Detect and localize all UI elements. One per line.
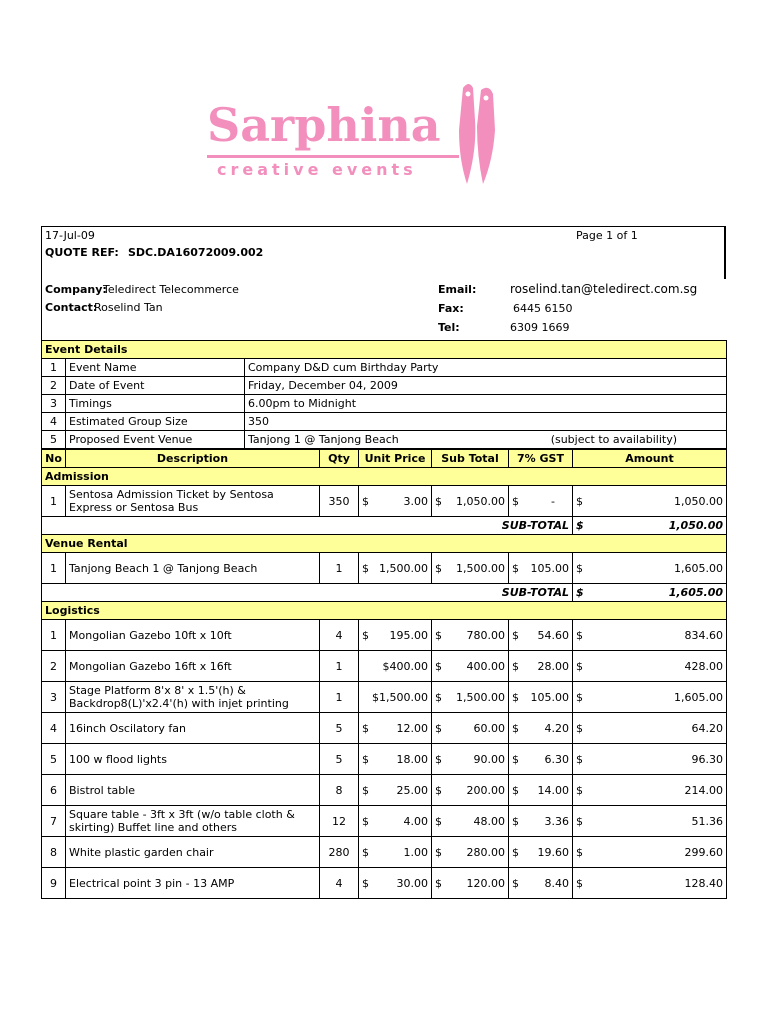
item-qty: 1	[320, 682, 359, 713]
item-amount: $ 214.00	[573, 775, 727, 806]
event-row-no: 4	[42, 413, 66, 431]
company-label: Company:	[45, 283, 107, 296]
item-sub-total: $ 1,500.00	[432, 553, 509, 584]
item-gst: $ 6.30	[509, 744, 573, 775]
item-sub-total: $ 120.00	[432, 868, 509, 899]
item-description: Bistrol table	[66, 775, 320, 806]
item-description: White plastic garden chair	[66, 837, 320, 868]
email-label: Email:	[438, 283, 477, 296]
currency-symbol: $	[362, 628, 369, 642]
item-qty: 350	[320, 486, 359, 517]
item-amount: $ 51.36	[573, 806, 727, 837]
item-amount: $ 1,605.00	[573, 553, 727, 584]
subtotal-amount: $ 1,605.00	[573, 584, 727, 602]
item-gst: $ 105.00	[509, 553, 573, 584]
quote-ref: SDC.DA16072009.002	[128, 246, 264, 259]
item-amount: $ 96.30	[573, 744, 727, 775]
currency-symbol: $	[362, 783, 369, 797]
item-unit-price: $ 195.00	[359, 620, 432, 651]
section-title: Admission	[42, 468, 727, 486]
item-unit-price: $ 30.00	[359, 868, 432, 899]
section-header	[42, 535, 727, 553]
subtotal-row	[42, 584, 727, 602]
item-gst: $ 14.00	[509, 775, 573, 806]
event-detail-row	[42, 431, 727, 449]
table-row	[42, 713, 727, 744]
logo-figures-icon	[453, 80, 499, 186]
item-qty: 12	[320, 806, 359, 837]
item-no: 7	[42, 806, 66, 837]
quote-header	[41, 226, 726, 340]
item-sub-total: $ 200.00	[432, 775, 509, 806]
event-row-label: Proposed Event Venue	[66, 431, 245, 449]
table-row	[42, 553, 727, 584]
tel-label: Tel:	[438, 321, 460, 334]
col-description: Description	[66, 450, 320, 468]
item-qty: 1	[320, 651, 359, 682]
item-no: 1	[42, 553, 66, 584]
table-row	[42, 620, 727, 651]
subtotal-row	[42, 517, 727, 535]
item-amount: $ 299.60	[573, 837, 727, 868]
item-qty: 5	[320, 744, 359, 775]
item-no: 1	[42, 486, 66, 517]
table-row	[42, 682, 727, 713]
item-no: 4	[42, 713, 66, 744]
item-amount: $ 1,605.00	[573, 682, 727, 713]
item-sub-total: $ 780.00	[432, 620, 509, 651]
item-sub-total: $ 280.00	[432, 837, 509, 868]
item-no: 2	[42, 651, 66, 682]
currency-symbol: $	[362, 752, 369, 766]
table-row	[42, 651, 727, 682]
table-row	[42, 775, 727, 806]
item-description: 16inch Oscilatory fan	[66, 713, 320, 744]
event-details-title: Event Details	[42, 341, 727, 359]
col-no: No	[42, 450, 66, 468]
item-gst: $ 19.60	[509, 837, 573, 868]
event-row-label: Event Name	[66, 359, 245, 377]
currency-symbol: $	[362, 845, 369, 859]
column-header-row	[42, 450, 727, 468]
currency-symbol: $	[362, 876, 369, 890]
event-row-label: Estimated Group Size	[66, 413, 245, 431]
event-row-label: Date of Event	[66, 377, 245, 395]
event-row-label: Timings	[66, 395, 245, 413]
col-qty: Qty	[320, 450, 359, 468]
item-unit-price: $ 12.00	[359, 713, 432, 744]
item-unit-price: $ 4.00	[359, 806, 432, 837]
item-no: 5	[42, 744, 66, 775]
table-row	[42, 868, 727, 899]
section-title: Logistics	[42, 602, 727, 620]
item-qty: 8	[320, 775, 359, 806]
item-sub-total: $ 60.00	[432, 713, 509, 744]
tel-value: 6309 1669	[510, 321, 570, 334]
item-description: Electrical point 3 pin - 13 AMP	[66, 868, 320, 899]
logo-tagline: creative events	[217, 160, 417, 179]
item-sub-total: $ 1,050.00	[432, 486, 509, 517]
currency-symbol: $	[362, 561, 369, 575]
item-gst: $ 3.36	[509, 806, 573, 837]
item-no: 9	[42, 868, 66, 899]
event-detail-row	[42, 377, 727, 395]
item-description: Tanjong Beach 1 @ Tanjong Beach	[66, 553, 320, 584]
col-sub-total: Sub Total	[432, 450, 509, 468]
currency-symbol: $	[362, 494, 369, 508]
item-description: Mongolian Gazebo 10ft x 10ft	[66, 620, 320, 651]
table-row	[42, 837, 727, 868]
item-description: Sentosa Admission Ticket by Sentosa Express or Sentosa Bus	[66, 486, 320, 517]
section-header	[42, 468, 727, 486]
col-unit-price: Unit Price	[359, 450, 432, 468]
quotation-document	[41, 226, 726, 899]
item-no: 8	[42, 837, 66, 868]
company-logo	[205, 80, 500, 190]
subtotal-amount: $ 1,050.00	[573, 517, 727, 535]
contact-name: Roselind Tan	[94, 301, 163, 314]
col-gst: 7% GST	[509, 450, 573, 468]
item-qty: 4	[320, 620, 359, 651]
item-amount: $ 428.00	[573, 651, 727, 682]
subtotal-label: SUB-TOTAL	[42, 584, 573, 602]
table-row	[42, 486, 727, 517]
email-value[interactable]: roselind.tan@teledirect.com.sg	[510, 282, 698, 296]
table-row	[42, 744, 727, 775]
item-gst: $ 28.00	[509, 651, 573, 682]
item-description: Mongolian Gazebo 16ft x 16ft	[66, 651, 320, 682]
event-row-value: Tanjong 1 @ Tanjong Beach (subject to availability)	[245, 431, 727, 449]
currency-symbol: $	[362, 814, 369, 828]
currency-symbol: $	[362, 721, 369, 735]
item-unit-price: $ 3.00	[359, 486, 432, 517]
section-header	[42, 602, 727, 620]
event-row-no: 3	[42, 395, 66, 413]
subtotal-label: SUB-TOTAL	[42, 517, 573, 535]
event-detail-row	[42, 395, 727, 413]
item-gst: $ 8.40	[509, 868, 573, 899]
item-qty: 1	[320, 553, 359, 584]
item-no: 6	[42, 775, 66, 806]
event-detail-row	[42, 413, 727, 431]
item-gst: $ 54.60	[509, 620, 573, 651]
event-row-no: 1	[42, 359, 66, 377]
item-unit-price: $ 1,500.00	[359, 553, 432, 584]
item-gst: $ -	[509, 486, 573, 517]
table-row	[42, 806, 727, 837]
item-qty: 280	[320, 837, 359, 868]
item-sub-total: $ 90.00	[432, 744, 509, 775]
item-amount: $ 834.60	[573, 620, 727, 651]
fax-label: Fax:	[438, 302, 464, 315]
item-description: Stage Platform 8'x 8' x 1.5'(h) & Backdrop8(L)'x2.4'(h) with injet printing	[66, 682, 320, 713]
item-sub-total: $ 400.00	[432, 651, 509, 682]
item-qty: 4	[320, 868, 359, 899]
event-row-value: Company D&D cum Birthday Party	[245, 359, 727, 377]
event-detail-row	[42, 359, 727, 377]
item-amount: $ 128.40	[573, 868, 727, 899]
item-sub-total: $ 1,500.00	[432, 682, 509, 713]
item-unit-price: $ 18.00	[359, 744, 432, 775]
event-details-table	[41, 340, 727, 449]
quote-date: 17-Jul-09	[45, 229, 95, 242]
item-amount: $ 64.20	[573, 713, 727, 744]
event-row-no: 2	[42, 377, 66, 395]
event-row-value: 350	[245, 413, 727, 431]
logo-brand: Sarphina	[207, 98, 441, 152]
section-title: Venue Rental	[42, 535, 727, 553]
item-gst: $ 105.00	[509, 682, 573, 713]
item-unit-price: $ 1.00	[359, 837, 432, 868]
item-unit-price: $ 25.00	[359, 775, 432, 806]
fax-value: 6445 6150	[513, 302, 573, 315]
company-name: Teledirect Telecommerce	[103, 283, 239, 296]
item-gst: $ 4.20	[509, 713, 573, 744]
event-row-no: 5	[42, 431, 66, 449]
event-row-value: Friday, December 04, 2009	[245, 377, 727, 395]
col-amount: Amount	[573, 450, 727, 468]
item-amount: $ 1,050.00	[573, 486, 727, 517]
contact-label: Contact:	[45, 301, 98, 314]
item-unit-price: $1,500.00	[359, 682, 432, 713]
item-description: Square table - 3ft x 3ft (w/o table cloth & skirting) Buffet line and others	[66, 806, 320, 837]
item-no: 1	[42, 620, 66, 651]
item-no: 3	[42, 682, 66, 713]
item-unit-price: $400.00	[359, 651, 432, 682]
page-indicator: Page 1 of 1	[576, 229, 638, 242]
quote-ref-label: QUOTE REF:	[45, 246, 119, 259]
item-qty: 5	[320, 713, 359, 744]
event-row-value: 6.00pm to Midnight	[245, 395, 727, 413]
line-items-table	[41, 449, 727, 899]
item-description: 100 w flood lights	[66, 744, 320, 775]
logo-divider	[207, 155, 459, 158]
event-row-note: (subject to availability)	[550, 433, 677, 446]
item-sub-total: $ 48.00	[432, 806, 509, 837]
